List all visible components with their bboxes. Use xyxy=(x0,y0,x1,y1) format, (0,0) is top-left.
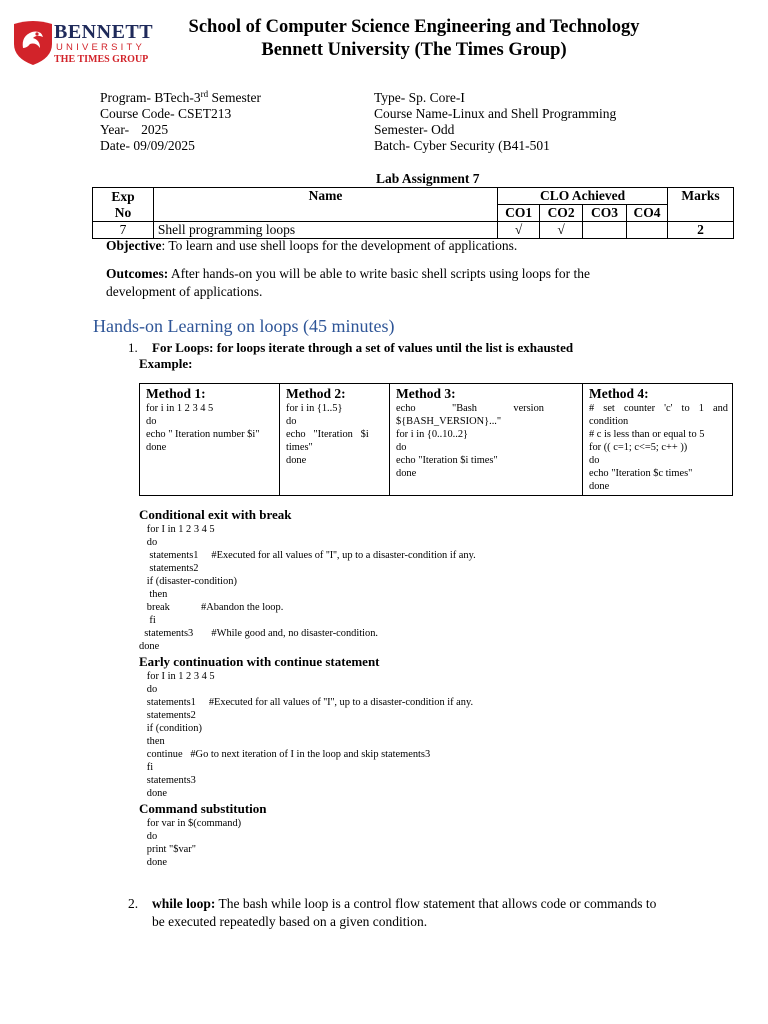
header-co2: CO2 xyxy=(540,205,583,222)
objective: Objective: To learn and use shell loops for the development of applications. xyxy=(106,238,518,253)
co1-check: √ xyxy=(498,222,540,239)
command-code-block: for var in $(command) do print "$var" done xyxy=(146,818,242,868)
header-marks: Marks xyxy=(668,188,734,222)
co3-check xyxy=(583,222,627,239)
methods-table xyxy=(139,383,733,496)
break-heading: Conditional exit with break xyxy=(139,507,292,522)
methods-row xyxy=(140,384,733,496)
continue-heading: Early continuation with continue statement xyxy=(139,654,380,669)
date-line: Date- 09/09/2025 xyxy=(100,138,195,153)
break-code-block: for I in 1 2 3 4 5 do statements1 #Executed for all values of ''I'', up to a disaster-condition if any. statements2 if (disaster-condition) then break #Abandon the loop. fi statements3 #While good and, no disaster-condition. done xyxy=(139,524,476,652)
method-2-cell: Method 2: for i in {1..5} do echo "Iteration $i times" done xyxy=(280,384,390,496)
header-exp-no: Exp No xyxy=(93,188,154,222)
meta-right xyxy=(374,90,616,154)
university-logo xyxy=(10,18,152,66)
lab-summary-table xyxy=(92,187,734,239)
university-title: Bennett University (The Times Group) xyxy=(261,40,567,60)
program-line: Program- BTech-3rd Semester xyxy=(100,89,262,105)
example-label: Example: xyxy=(139,356,193,371)
course-name: Course Name-Linux and Shell Programming xyxy=(374,106,617,121)
header-co1: CO1 xyxy=(498,205,540,222)
method-2-title: Method 2: xyxy=(286,386,346,401)
method-3-cell: Method 3: echo "Bash version ${BASH_VERSION}..." for i in {0..10..2} do echo "Iteration $i times" done xyxy=(390,384,583,496)
bennett-crest-icon xyxy=(10,18,56,66)
assignment-title: Lab Assignment 7 xyxy=(376,171,480,186)
school-title: School of Computer Science Engineering and Technology xyxy=(188,17,640,37)
item2-text: while loop: The bash while loop is a control flow statement that allows code or commands to be executed repeatedly based on a given condition. xyxy=(152,896,657,929)
semester-line: Semester- Odd xyxy=(374,122,455,137)
handson-heading: Hands-on Learning on loops (45 minutes) xyxy=(93,316,395,336)
item1-number: 1. xyxy=(128,340,138,355)
continue-code-block: for I in 1 2 3 4 5 do statements1 #Executed for all values of ''I'', up to a disaster-condition if any. statements2 if (condition) then continue #Go to next iteration of I in the loop and skip statements3 fi statements3 done xyxy=(146,671,474,799)
method-3-title: Method 3: xyxy=(396,386,456,401)
co4-check xyxy=(627,222,668,239)
logo-wordmark: BENNETT xyxy=(54,21,154,43)
table-row xyxy=(93,222,734,239)
header-clo-achieved: CLO Achieved xyxy=(498,188,668,205)
exp-number: 7 xyxy=(93,222,154,239)
item2-number: 2. xyxy=(128,896,139,911)
outcomes: Outcomes: After hands-on you will be able to write basic shell scripts using loops for the development of applications. xyxy=(106,266,591,299)
header-name: Name xyxy=(153,188,497,222)
method-4-title: Method 4: xyxy=(589,386,649,401)
marks-value: 2 xyxy=(668,222,734,239)
year-line: Year- 2025 xyxy=(100,122,169,137)
co2-check: √ xyxy=(540,222,583,239)
table-header-row xyxy=(93,188,734,205)
header-co3: CO3 xyxy=(583,205,627,222)
item1-title: For Loops: for loops iterate through a set of values until the list is exhausted xyxy=(152,340,574,355)
logo-university: UNIVERSITY xyxy=(56,42,146,53)
course-code: Course Code- CSET213 xyxy=(100,106,232,121)
method-1-cell: Method 1: for i in 1 2 3 4 5 do echo " Iteration number $i" done xyxy=(140,384,280,496)
exp-name: Shell programming loops xyxy=(153,222,497,239)
logo-group: THE TIMES GROUP xyxy=(54,54,149,65)
meta-left xyxy=(100,90,261,154)
header-co4: CO4 xyxy=(627,205,668,222)
command-heading: Command substitution xyxy=(139,801,267,816)
type-line: Type- Sp. Core-I xyxy=(374,90,465,105)
method-4-cell: Method 4: # set counter 'c' to 1 and condition # c is less than or equal to 5 for (( c=1; c<=5; c++ )) do echo "Iteration $c times" done xyxy=(583,384,733,496)
method-1-title: Method 1: xyxy=(146,386,206,401)
batch-line: Batch- Cyber Security (B41-501 xyxy=(374,138,550,153)
